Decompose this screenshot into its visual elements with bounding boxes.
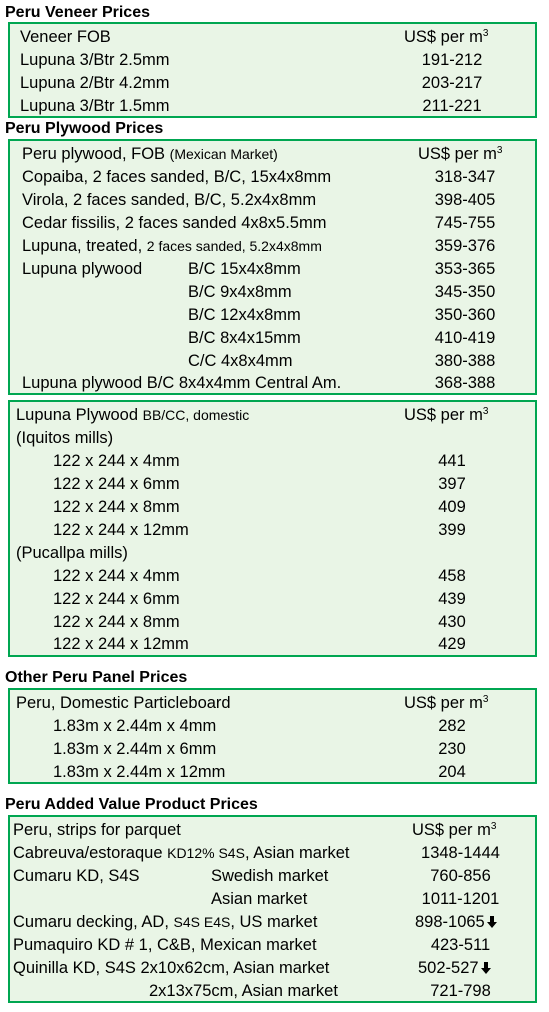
row-value: 398-405 xyxy=(434,191,496,209)
down-arrow-icon xyxy=(487,916,497,928)
row-value: 760-856 xyxy=(430,867,491,885)
added-section-title: Peru Added Value Product Prices xyxy=(5,796,258,813)
row-label: Quinilla KD, S4S 2x10x62cm, Asian market xyxy=(13,959,330,977)
row-value: 191-212 xyxy=(421,51,483,69)
row-label: Virola, 2 faces sanded, B/C, 5.2x4x8mm xyxy=(22,191,317,209)
row-value: 397 xyxy=(438,475,466,493)
table-row xyxy=(10,980,535,1002)
row-label: 122 x 244 x 12mm xyxy=(53,635,189,653)
table-row xyxy=(10,212,535,234)
row-label: 1.83m x 2.44m x 6mm xyxy=(53,740,217,758)
table-row xyxy=(10,372,535,394)
plywood-header-label: Peru plywood, FOB (Mexican Market) xyxy=(22,145,278,163)
plywood-table xyxy=(8,139,537,395)
row-value: 423-511 xyxy=(430,936,491,954)
row-label: Lupuna plywood B/C 8x4x4mm Central Am. xyxy=(22,374,342,392)
row-label: Lupuna 2/Btr 4.2mm xyxy=(20,74,170,92)
table-row xyxy=(10,934,535,956)
table-row xyxy=(10,588,535,610)
row-value: 430 xyxy=(438,613,466,631)
row-value: 399 xyxy=(438,521,466,539)
table-row xyxy=(10,473,535,495)
domestic-header-label: Lupuna Plywood BB/CC, domestic xyxy=(16,406,250,424)
row-value: 353-365 xyxy=(434,260,496,278)
pucallpa-group-label: (Pucallpa mills) xyxy=(16,544,128,562)
row-label: 122 x 244 x 12mm xyxy=(53,521,189,539)
row-label: Lupuna, treated, 2 faces sanded, 5.2x4x8mm xyxy=(22,237,322,255)
row-value: 368-388 xyxy=(434,374,496,392)
panel-header-label: Peru, Domestic Particleboard xyxy=(16,694,231,712)
row-label: Cedar fissilis, 2 faces sanded 4x8x5.5mm xyxy=(22,214,327,232)
table-row xyxy=(10,304,535,326)
table-row xyxy=(10,888,535,910)
row-label: 122 x 244 x 4mm xyxy=(53,452,180,470)
table-row xyxy=(10,166,535,188)
table-row xyxy=(10,957,535,979)
table-row xyxy=(10,738,535,760)
row-value: 1011-1201 xyxy=(421,890,500,908)
row-label: Lupuna 3/Btr 2.5mm xyxy=(20,51,170,69)
row-market: Swedish market xyxy=(211,867,329,885)
panel-header-row xyxy=(10,692,535,714)
row-label: 122 x 244 x 6mm xyxy=(53,590,180,608)
domestic-plywood-table xyxy=(8,400,537,657)
row-market: 2x13x75cm, Asian market xyxy=(149,982,338,1000)
table-row xyxy=(10,49,535,71)
row-label: Lupuna plywood xyxy=(22,260,143,278)
added-header-unit: US$ per $m^3$ xyxy=(412,821,497,839)
row-label: 1.83m x 2.44m x 12mm xyxy=(53,763,226,781)
row-market: Asian market xyxy=(211,890,308,908)
row-label: 122 x 244 x 8mm xyxy=(53,613,180,631)
row-value: 345-350 xyxy=(434,283,496,301)
table-row xyxy=(10,911,535,933)
plywood-section-title: Peru Plywood Prices xyxy=(5,120,164,137)
row-value: 359-376 xyxy=(434,237,496,255)
row-value: 458 xyxy=(438,567,466,585)
plywood-header-unit: US$ per $m^3$ xyxy=(418,145,503,163)
table-row xyxy=(10,235,535,257)
row-value: 409 xyxy=(438,498,466,516)
row-spec: C/C 4x8x4mm xyxy=(188,352,293,370)
row-value: 502-527 xyxy=(418,957,491,979)
veneer-header-label: Veneer FOB xyxy=(20,28,111,46)
table-row xyxy=(10,95,535,117)
table-row xyxy=(10,258,535,280)
row-value: 282 xyxy=(438,717,466,735)
table-row xyxy=(10,865,535,887)
row-value: 410-419 xyxy=(434,329,496,347)
row-value: 204 xyxy=(438,763,466,781)
domestic-header-row xyxy=(10,404,535,426)
panel-header-unit: US$ per $m^3$ xyxy=(404,694,489,712)
row-label: Copaiba, 2 faces sanded, B/C, 15x4x8mm xyxy=(22,168,332,186)
row-spec: B/C 12x4x8mm xyxy=(188,306,301,324)
row-value: 441 xyxy=(438,452,466,470)
row-value: 211-221 xyxy=(422,97,482,115)
row-spec: B/C 9x4x8mm xyxy=(188,283,292,301)
panel-section-title: Other Peru Panel Prices xyxy=(5,669,188,686)
row-spec: B/C 8x4x15mm xyxy=(188,329,301,347)
row-value: 1348-1444 xyxy=(421,844,500,862)
row-label: Cumaru decking, AD, S4S E4S, US market xyxy=(13,913,318,931)
table-row xyxy=(10,450,535,472)
plywood-header-row xyxy=(10,143,535,165)
table-row xyxy=(10,72,535,94)
table-row xyxy=(10,519,535,541)
veneer-section-title: Peru Veneer Prices xyxy=(5,4,150,21)
veneer-header-unit: US$ per $m^3$ xyxy=(404,28,489,46)
veneer-header-row xyxy=(10,26,535,48)
iquitos-group-label: (Iquitos mills) xyxy=(16,429,114,447)
row-spec: B/C 15x4x8mm xyxy=(188,260,301,278)
row-value: 429 xyxy=(438,635,466,653)
added-header-label: Peru, strips for parquet xyxy=(13,821,181,839)
row-value: 318-347 xyxy=(434,168,496,186)
row-label: 122 x 244 x 8mm xyxy=(53,498,180,516)
table-row xyxy=(10,327,535,349)
table-row xyxy=(10,281,535,303)
panel-table xyxy=(8,688,537,784)
row-value: 380-388 xyxy=(434,352,496,370)
row-label: Pumaquiro KD # 1, C&B, Mexican market xyxy=(13,936,317,954)
table-row xyxy=(10,189,535,211)
row-value: 439 xyxy=(438,590,466,608)
row-label: 122 x 244 x 4mm xyxy=(53,567,180,585)
row-value: 350-360 xyxy=(434,306,496,324)
row-value: 721-798 xyxy=(430,982,491,1000)
row-label: Cabreuva/estoraque KD12% S4S, Asian market xyxy=(13,844,350,862)
table-row xyxy=(10,633,535,655)
row-label: 1.83m x 2.44m x 4mm xyxy=(53,717,217,735)
row-value: 230 xyxy=(438,740,466,758)
table-row xyxy=(10,611,535,633)
row-label: 122 x 244 x 6mm xyxy=(53,475,180,493)
added-header-row xyxy=(10,819,535,841)
added-table xyxy=(8,815,537,1003)
row-value: 898-1065 xyxy=(415,911,497,933)
table-row xyxy=(10,842,535,864)
veneer-table xyxy=(8,22,537,118)
table-row xyxy=(10,496,535,518)
table-row xyxy=(10,350,535,372)
table-row xyxy=(10,761,535,783)
table-row xyxy=(10,565,535,587)
domestic-header-unit: US$ per $m^3$ xyxy=(404,406,489,424)
down-arrow-icon xyxy=(481,962,491,974)
row-label: Lupuna 3/Btr 1.5mm xyxy=(20,97,170,115)
row-value: 203-217 xyxy=(421,74,483,92)
row-value: 745-755 xyxy=(434,214,496,232)
table-row xyxy=(10,715,535,737)
row-label: Cumaru KD, S4S xyxy=(13,867,140,885)
